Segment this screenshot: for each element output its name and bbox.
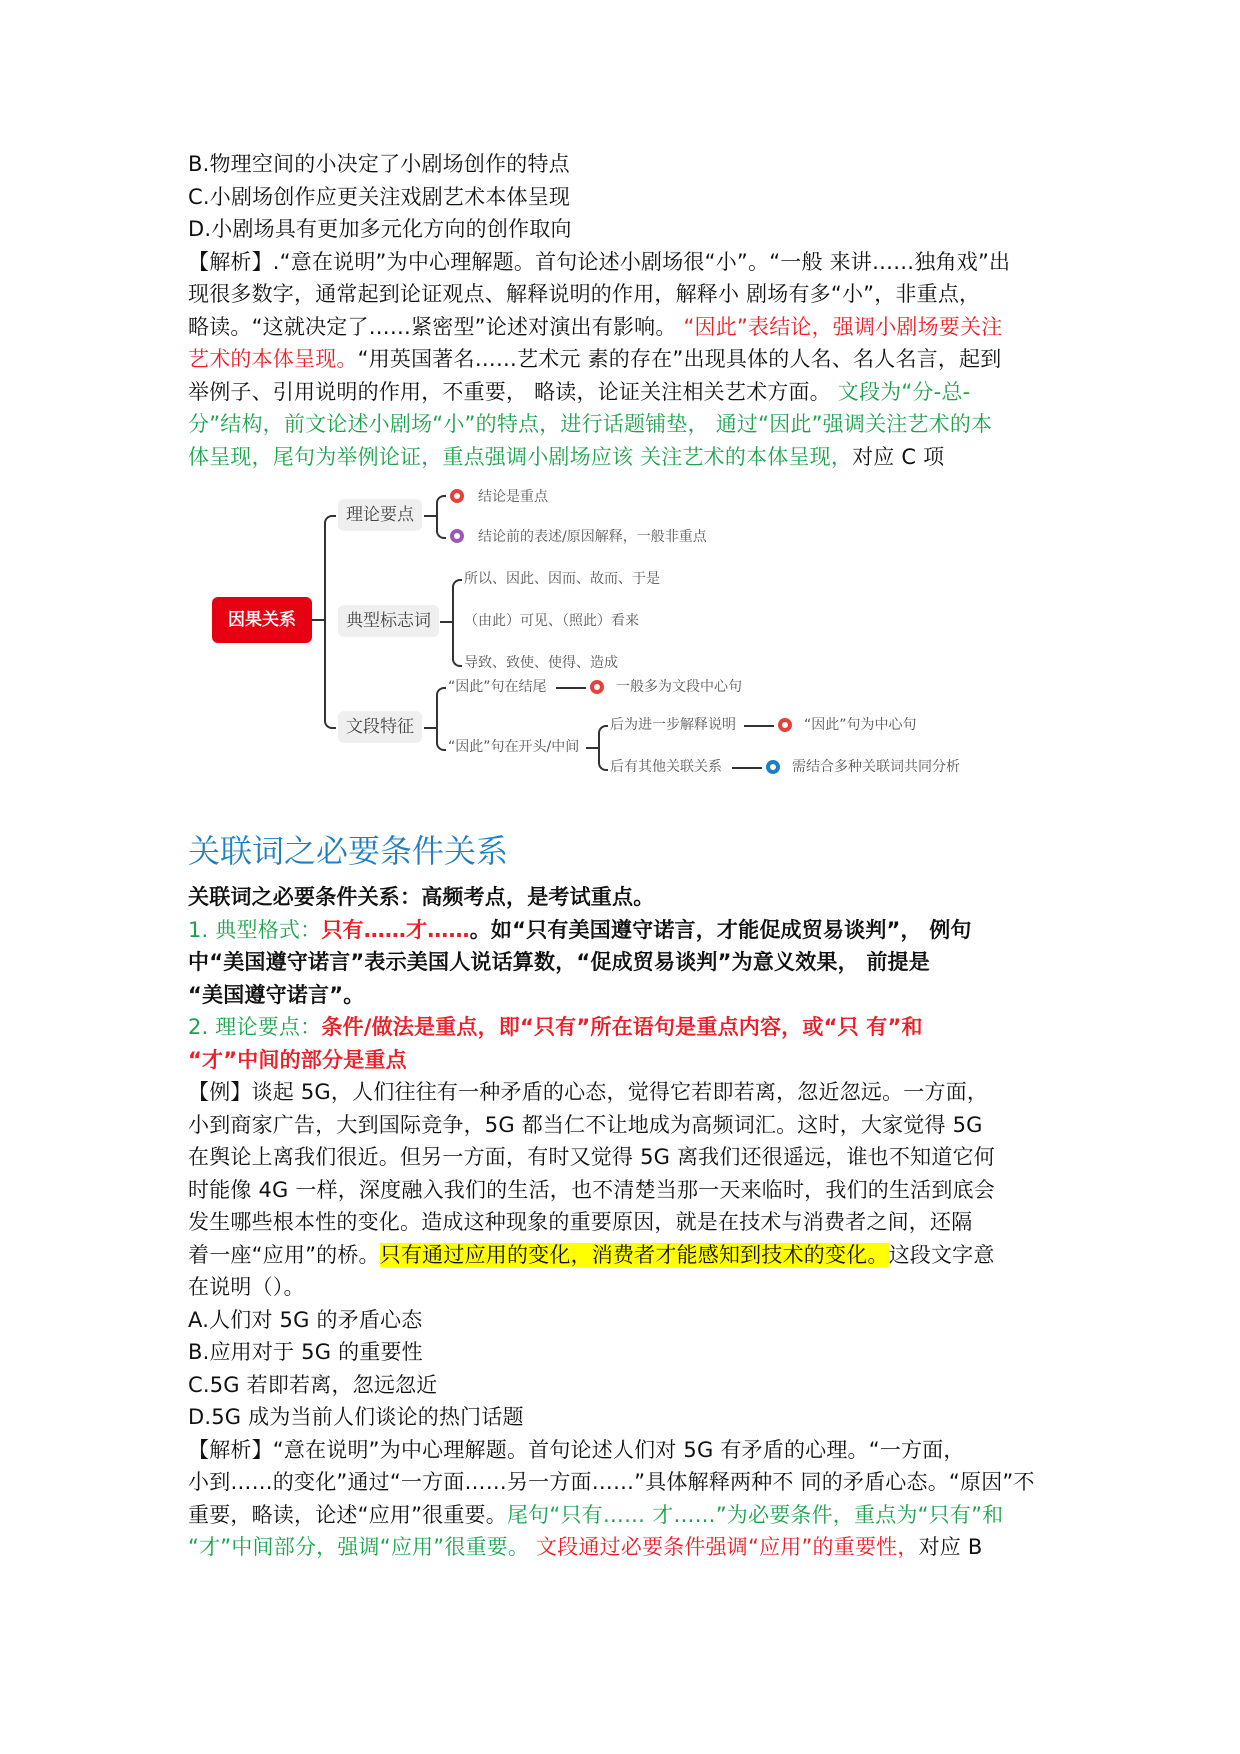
analysis-segment: 【解析】.“意在说明”为中心理解题。首句论述小剧场很“小”。“一般 来讲……独角戏”出 bbox=[188, 249, 1011, 274]
highlighted-sentence: 只有通过应用的变化，消费者才能感知到技术的变化。 bbox=[379, 1242, 889, 1267]
section-title: 关联词之必要条件关系 bbox=[188, 832, 509, 870]
example-option-a: A.人们对 5G 的矛盾心态 bbox=[188, 1307, 423, 1332]
leaf-markers-2: （由此）可见、（照此）看来 bbox=[464, 613, 639, 629]
example-text: 这段文字意 bbox=[888, 1242, 995, 1267]
analysis-line bbox=[188, 278, 1068, 311]
branch-paragraph-features: 文段特征 bbox=[338, 711, 422, 743]
analysis-line bbox=[188, 1531, 1068, 1564]
point-1-text: 。如“只有美国遵守诺言，才能促成贸易谈判”， 例句 bbox=[469, 917, 972, 942]
leaf-at-end: “因此”句在结尾 bbox=[448, 679, 547, 695]
point-2-line-2: “才”中间的部分是重点 bbox=[188, 1047, 407, 1072]
leaf-combine-analysis: 需结合多种关联词共同分析 bbox=[792, 759, 960, 775]
example-line-6 bbox=[188, 1239, 1068, 1272]
analysis-line bbox=[188, 1499, 1068, 1532]
connector bbox=[732, 767, 762, 769]
leaf-at-start-middle: “因此”句在开头/中间 bbox=[448, 739, 580, 755]
trunk-brace bbox=[324, 515, 336, 729]
branch-theory-points: 理论要点 bbox=[338, 499, 422, 531]
analysis-segment: “才”中间部分，强调“应用”很重要。 bbox=[188, 1535, 536, 1559]
connector bbox=[744, 725, 774, 727]
brace bbox=[598, 725, 608, 771]
connector bbox=[556, 687, 586, 689]
analysis-line bbox=[188, 246, 1068, 279]
leaf-conclusion-key: 结论是重点 bbox=[478, 489, 548, 505]
analysis-line bbox=[188, 376, 1068, 409]
point-1-line-1 bbox=[188, 914, 1068, 947]
analysis-line bbox=[188, 343, 1068, 376]
analysis-segment: 对应 B bbox=[918, 1535, 983, 1559]
leaf-pre-conclusion: 结论前的表述/原因解释，一般非重点 bbox=[478, 529, 707, 545]
point-1-label: 1. 典型格式： bbox=[188, 917, 322, 942]
analysis-segment: 举例子、引用说明的作用，不重要， 略读，论证关注相关艺术方面。 bbox=[188, 379, 838, 404]
example-option-c: C.5G 若即若离，忽远忽近 bbox=[188, 1372, 438, 1397]
analysis-segment: 艺术的本体呈现。 bbox=[188, 347, 358, 371]
brace bbox=[452, 579, 462, 667]
leaf-central-sentence: 一般多为文段中心句 bbox=[616, 679, 742, 695]
leaf-markers-3: 导致、致使、使得、造成 bbox=[464, 655, 618, 671]
mind-map-root: 因果关系 bbox=[212, 597, 312, 643]
example-line-5: 发生哪些根本性的变化。造成这种现象的重要原因，就是在技术与消费者之间，还隔 bbox=[188, 1210, 973, 1234]
intro-line: 关联词之必要条件关系：高频考点，是考试重点。 bbox=[188, 885, 655, 909]
example-line-7: 在说明（）。 bbox=[188, 1275, 305, 1299]
connector bbox=[586, 747, 598, 749]
example-option-d: D.5G 成为当前人们谈论的热门话题 bbox=[188, 1405, 524, 1429]
point-2-line-1 bbox=[188, 1011, 1068, 1044]
analysis-segment: 对应 C 项 bbox=[852, 444, 945, 469]
leaf-yinci-central: “因此”句为中心句 bbox=[804, 717, 917, 733]
info-icon bbox=[766, 760, 780, 774]
analysis-segment: 分”结构，前文论述小剧场“小”的特点，进行话题铺垫， 通过“因此”强调关注艺术的本 bbox=[188, 412, 993, 436]
analysis-paragraph-1 bbox=[188, 246, 1068, 474]
analysis-line bbox=[188, 408, 1068, 441]
analysis-segment: 小到……的变化”通过“一方面……另一方面……”具体解释两种不 同的矛盾心态。“原因”不 bbox=[188, 1470, 1035, 1494]
point-1-line-2: 中“美国遵守诺言”表示美国人说话算数，“促成贸易谈判”为意义效果， 前提是 bbox=[188, 950, 930, 974]
analysis-line bbox=[188, 311, 1068, 344]
analysis-segment: 略读。“这就决定了……紧密型”论述对演出有影响。 bbox=[188, 314, 684, 339]
option-d: D.小剧场具有更加多元化方向的创作取向 bbox=[188, 217, 572, 241]
branch-marker-words: 典型标志词 bbox=[338, 605, 439, 637]
example-line-3: 在舆论上离我们很近。但另一方面，有时又觉得 5G 离我们还很遥远，谁也不知道它何 bbox=[188, 1145, 995, 1169]
analysis-segment: “用英国著名……艺术元 素的存在”出现具体的人名、名人名言，起到 bbox=[357, 347, 1002, 371]
tag-icon bbox=[450, 529, 464, 543]
point-1-line-3: “美国遵守诺言”。 bbox=[188, 982, 365, 1007]
star-icon bbox=[778, 718, 792, 732]
document-page bbox=[188, 148, 1068, 1564]
analysis-segment: “因此”表结论，强调小剧场要关注 bbox=[683, 314, 1003, 339]
option-b: B.物理空间的小决定了小剧场创作的特点 bbox=[188, 152, 570, 176]
point-2-text: 条件/做法是重点，即“只有”所在语句是重点内容，或“只 有”和 bbox=[321, 1015, 923, 1039]
leaf-markers-1: 所以、因此、因而、故而、于是 bbox=[464, 571, 660, 587]
analysis-segment: 尾句“只有…… 才……”为必要条件，重点为“只有”和 bbox=[506, 1502, 1004, 1527]
example-option-b: B.应用对于 5G 的重要性 bbox=[188, 1340, 423, 1364]
example-line-4: 时能像 4G 一样，深度融入我们的生活，也不清楚当那一天来临时，我们的生活到底会 bbox=[188, 1177, 995, 1202]
analysis-segment: 现很多数字，通常起到论证观点、解释说明的作用，解释小 剧场有多“小”，非重点， bbox=[188, 282, 981, 306]
brace bbox=[436, 687, 446, 751]
connector bbox=[424, 727, 436, 729]
analysis-segment: 重要，略读，论述“应用”很重要。 bbox=[188, 1502, 507, 1527]
leaf-further-explain: 后为进一步解释说明 bbox=[610, 717, 736, 733]
leaf-other-relations: 后有其他关联关系 bbox=[610, 759, 722, 775]
flag-icon bbox=[450, 489, 464, 503]
point-2-label: 2. 理论要点： bbox=[188, 1015, 322, 1039]
mind-map-causal-relation bbox=[188, 485, 1068, 815]
brace bbox=[436, 495, 446, 539]
option-c: C.小剧场创作应更关注戏剧艺术本体呈现 bbox=[188, 184, 571, 209]
connector bbox=[424, 515, 436, 517]
analysis-segment: 文段通过必要条件强调“应用”的重要性， bbox=[536, 1535, 919, 1559]
analysis-line bbox=[188, 1434, 1068, 1467]
analysis-segment: 文段为“分-总- bbox=[837, 379, 971, 404]
example-text: 着一座“应用”的桥。 bbox=[188, 1242, 380, 1267]
analysis-paragraph-2 bbox=[188, 1434, 1068, 1564]
analysis-line bbox=[188, 1466, 1068, 1499]
analysis-segment: 体呈现，尾句为举例论证，重点强调小剧场应该 关注艺术的本体呈现， bbox=[188, 444, 853, 469]
analysis-line bbox=[188, 441, 1068, 474]
analysis-segment: 【解析】“意在说明”为中心理解题。首句论述人们对 5G 有矛盾的心理。“一方面， bbox=[188, 1437, 965, 1462]
point-1-format: 只有……才…… bbox=[321, 917, 470, 942]
star-icon bbox=[590, 680, 604, 694]
example-line-1: 【例】谈起 5G，人们往往有一种矛盾的心态，觉得它若即若离，忽近忽远。一方面， bbox=[188, 1080, 989, 1104]
example-line-2: 小到商家广告，大到国际竞争，5G 都当仁不让地成为高频词汇。这时，大家觉得 5G bbox=[188, 1112, 983, 1137]
connector bbox=[440, 621, 452, 623]
